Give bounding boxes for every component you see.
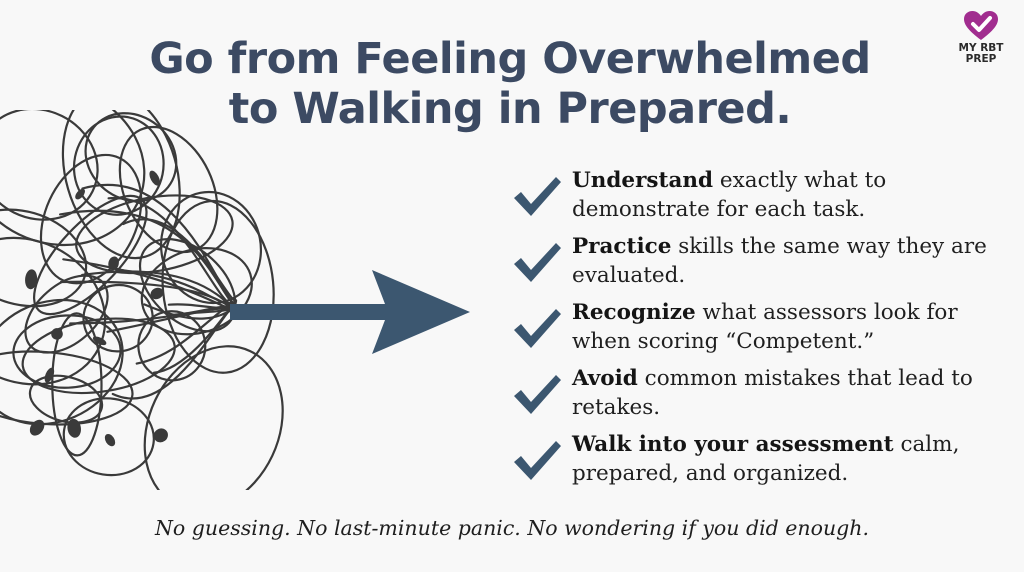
checkmark-icon — [512, 372, 562, 416]
checklist-text: Understand exactly what to demonstrate for each task. — [572, 168, 887, 222]
benefit-checklist — [512, 164, 1012, 494]
checklist-item-understand — [512, 164, 1012, 230]
scribble-leaf — [27, 417, 47, 438]
checkmark-icon — [512, 438, 562, 482]
scribble-leaf — [103, 432, 118, 448]
arrow-icon — [230, 270, 470, 354]
checklist-text: Walk into your assessment calm, prepared, and organized. — [572, 432, 960, 486]
scribble-loop — [0, 110, 117, 240]
checkmark-icon — [512, 306, 562, 350]
scribble-loop — [119, 323, 309, 490]
scribble-loop — [101, 111, 237, 268]
checklist-item-practice — [512, 230, 1012, 296]
brand-logo — [946, 10, 1016, 65]
checklist-text: Recognize what assessors look for when scoring “Competent.” — [572, 300, 958, 354]
checklist-item-recognize — [512, 296, 1012, 362]
heart-check-icon — [963, 10, 999, 42]
tangled-lines-to-arrow-icon — [0, 110, 480, 490]
title-line-2: to Walking in Prepared. — [228, 84, 792, 134]
checklist-text: Practice skills the same way they are evaluated. — [572, 234, 987, 288]
scribble-leaf — [66, 418, 82, 439]
brand-logo-text — [946, 43, 1016, 65]
footer-tagline: No guessing. No last-minute panic. No wondering if you did enough. — [154, 516, 870, 540]
checklist-item-walk-in — [512, 428, 1012, 494]
logo-line-1: MY RBT — [958, 42, 1004, 54]
checklist-text: Avoid common mistakes that lead to retakes. — [572, 366, 973, 420]
checkmark-icon — [512, 240, 562, 284]
checklist-item-avoid — [512, 362, 1012, 428]
logo-line-2: PREP — [965, 53, 997, 65]
checkmark-icon — [512, 174, 562, 218]
title-line-1: Go from Feeling Overwhelmed — [149, 34, 871, 84]
